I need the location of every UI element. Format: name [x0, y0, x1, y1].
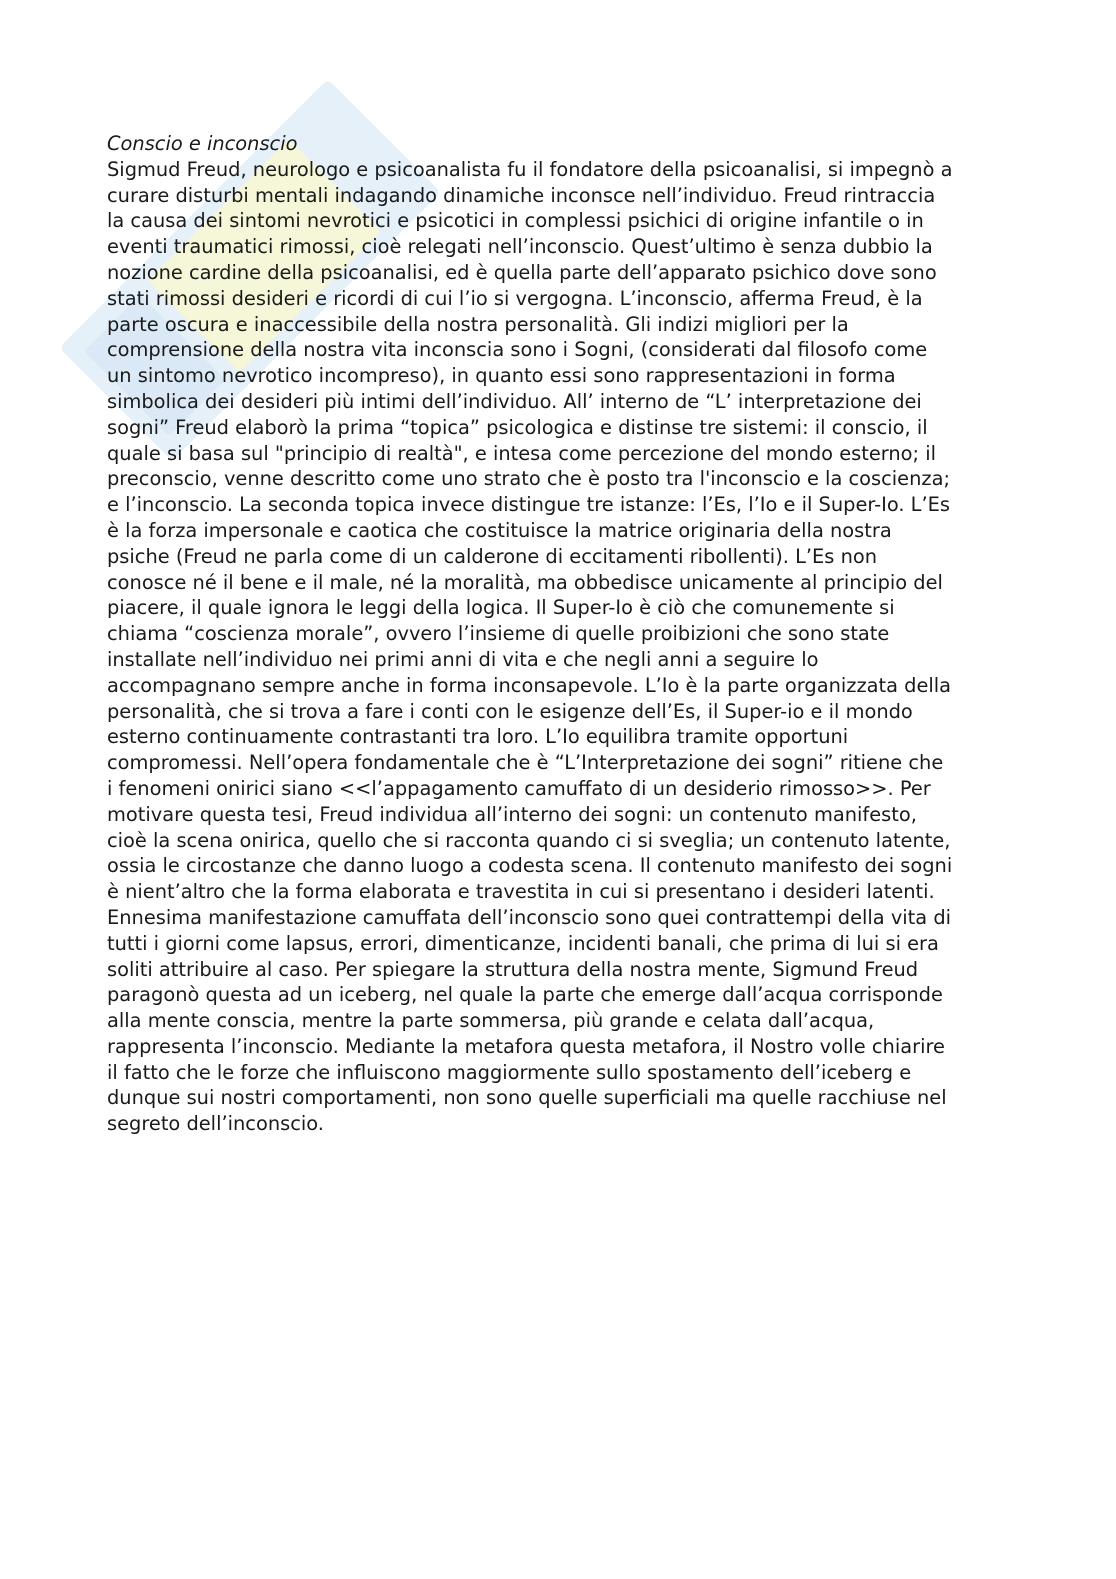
- text-line: sogni” Freud elaborò la prima “topica” psicologica e distinse tre sistemi: il conscio, il: [107, 415, 928, 439]
- document-body: [107, 131, 1007, 1137]
- text-line: nozione cardine della psicoanalisi, ed è quella parte dell’apparato psichico dove sono: [107, 260, 937, 284]
- text-line: personalità, che si trova a fare i conti con le esigenze dell’Es, il Super-io e il mondo: [107, 699, 913, 723]
- text-line: rappresenta l’inconscio. Mediante la metafora questa metafora, il Nostro volle chiarire: [107, 1034, 945, 1058]
- text-line: motivare questa tesi, Freud individua all’interno dei sogni: un contenuto manifesto,: [107, 802, 917, 826]
- text-line: stati rimossi desideri e ricordi di cui l’io si vergogna. L’inconscio, afferma Freud, è la: [107, 286, 923, 310]
- text-line: accompagnano sempre anche in forma inconsapevole. L’Io è la parte organizzata della: [107, 673, 952, 697]
- text-line: segreto dell’inconscio.: [107, 1112, 324, 1136]
- text-line: Ennesima manifestazione camuffata dell’inconscio sono quei contrattempi della vita di: [107, 905, 952, 929]
- text-line: soliti attribuire al caso. Per spiegare la struttura della nostra mente, Sigmund Freud: [107, 957, 919, 981]
- text-line: paragonò questa ad un iceberg, nel quale la parte che emerge dall’acqua corrisponde: [107, 983, 943, 1007]
- text-line: un sintomo nevrotico incompreso), in quanto essi sono rappresentazioni in forma: [107, 364, 896, 388]
- text-line: il fatto che le forze che influiscono maggiormente sullo spostamento dell’iceberg e: [107, 1060, 912, 1084]
- text-line: installate nell’individuo nei primi anni di vita e che negli anni a seguire lo: [107, 647, 819, 671]
- text-line: chiama “coscienza morale”, ovvero l’insieme di quelle proibizioni che sono state: [107, 622, 890, 646]
- text-line: comprensione della nostra vita inconscia sono i Sogni, (considerati dal filosofo come: [107, 338, 928, 362]
- text-line: quale si basa sul "principio di realtà", e intesa come percezione del mondo esterno; il: [107, 441, 937, 465]
- text-line: curare disturbi mentali indagando dinamiche inconsce nell’individuo. Freud rintraccia: [107, 183, 936, 207]
- text-line: conosce né il bene e il male, né la moralità, ma obbedisce unicamente al principio del: [107, 570, 943, 594]
- text-line: Sigmud Freud, neurologo e psicoanalista fu il fondatore della psicoanalisi, si impegnò a: [107, 157, 953, 181]
- text-line: i fenomeni onirici siano <<l’appagamento camuffato di un desiderio rimosso>>. Per: [107, 776, 931, 800]
- text-line: esterno continuamente contrastanti tra loro. L’Io equilibra tramite opportuni: [107, 725, 849, 749]
- text-line: ossia le circostanze che danno luogo a codesta scena. Il contenuto manifesto dei sogni: [107, 854, 953, 878]
- body-text: [107, 157, 1007, 1137]
- text-line: parte oscura e inaccessibile della nostra personalità. Gli indizi migliori per la: [107, 312, 849, 336]
- text-line: compromessi. Nell’opera fondamentale che è “L’Interpretazione dei sogni” ritiene che: [107, 751, 944, 775]
- text-line: simbolica dei desideri più intimi dell’individuo. All’ interno de “L’ interpretazione dei: [107, 389, 922, 413]
- text-line: psiche (Freud ne parla come di un calderone di eccitamenti ribollenti). L’Es non: [107, 544, 878, 568]
- text-line: è la forza impersonale e caotica che costituisce la matrice originaria della nostra: [107, 518, 892, 542]
- text-line: la causa dei sintomi nevrotici e psicotici in complessi psichici di origine infantile o in: [107, 209, 924, 233]
- text-line: è nient’altro che la forma elaborata e travestita in cui si presentano i desideri latenti.: [107, 880, 935, 904]
- text-line: eventi traumatici rimossi, cioè relegati nell’inconscio. Quest’ultimo è senza dubbio la: [107, 235, 933, 259]
- document-title: Conscio e inconscio: [107, 132, 298, 155]
- text-line: dunque sui nostri comportamenti, non sono quelle superficiali ma quelle racchiuse nel: [107, 1086, 947, 1110]
- text-line: e l’inconscio. La seconda topica invece distingue tre istanze: l’Es, l’Io e il Super-Io. L’Es: [107, 493, 950, 517]
- text-line: alla mente conscia, mentre la parte sommersa, più grande e celata dall’acqua,: [107, 1009, 875, 1033]
- text-line: tutti i giorni come lapsus, errori, dimenticanze, incidenti banali, che prima di lui si era: [107, 931, 939, 955]
- text-line: cioè la scena onirica, quello che si racconta quando ci si sveglia; un contenuto latente,: [107, 828, 951, 852]
- text-line: piacere, il quale ignora le leggi della logica. Il Super-Io è ciò che comunemente si: [107, 596, 895, 620]
- text-line: preconscio, venne descritto come uno strato che è posto tra l'inconscio e la coscienza;: [107, 467, 950, 491]
